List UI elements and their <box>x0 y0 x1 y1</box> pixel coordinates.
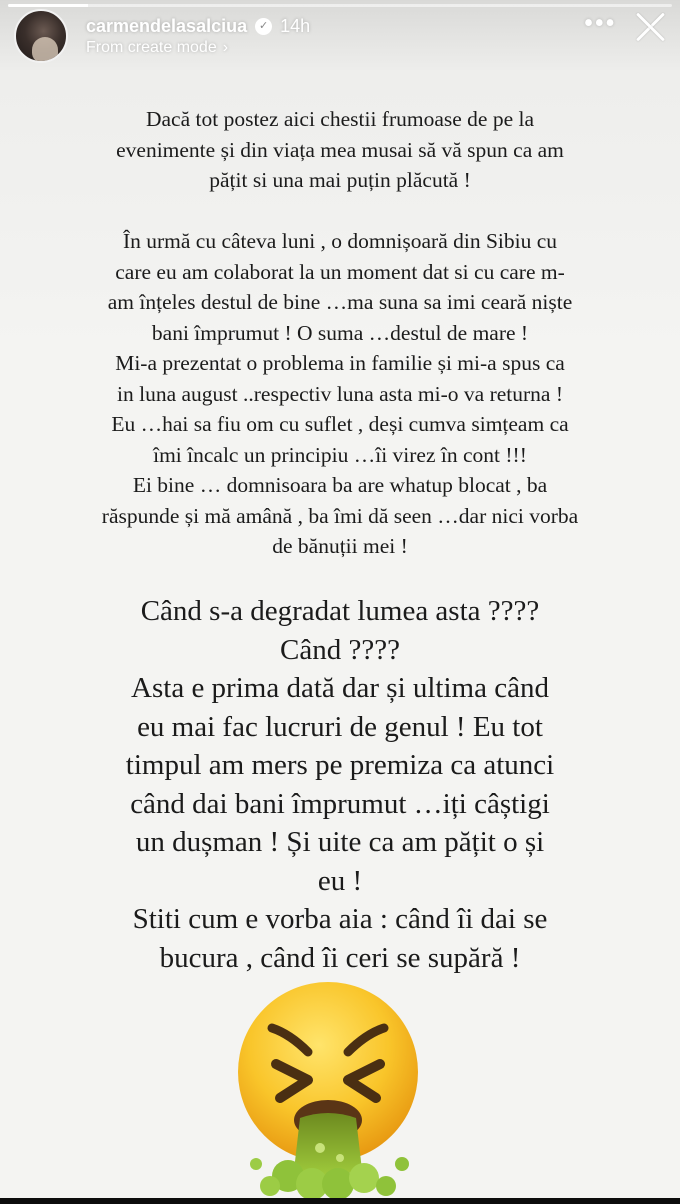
story-header <box>14 8 670 64</box>
subtitle-text: From create mode <box>86 38 217 56</box>
close-icon[interactable] <box>632 8 668 44</box>
verified-badge-icon: ✓ <box>255 18 272 35</box>
timestamp: 14h <box>280 15 311 36</box>
create-mode-link[interactable] <box>86 39 310 57</box>
story-text-paragraphs: Dacă tot postez aici chestii frumoase de pe la evenimente și din viața mea musai să vă spun ca am pățit si una mai puțin plăcută ! În urmă cu câteva luni , o domnișoară din Sibiu cu care eu am colaborat la un moment dat si cu care m- am înțeles destul de bine …ma suna sa imi ceară niște bani împrumut ! O suma …destul de mare ! Mi-a prezentat o problema in familie și mi-a spus ca in luna august ..respectiv luna asta mi-o va returna ! Eu …hai sa fiu om cu suflet , deși cumva simțeam ca îmi încalc un principiu …îi virez în cont !!! Ei bine … domnisoara ba are whatup blocat , ba răspunde și mă amână , ba îmi dă seen …dar nici vorba de bănuții mei ! <box>101 107 579 558</box>
story-text-large: Când s-a degradat lumea asta ???? Când ???? Asta e prima dată dar și ultima când eu mai fac lucruri de genul ! Eu tot timpul am mers pe premiza ca atunci când dai bani împrumut …iți câștigi un dușman ! Și uite ca am pățit o și eu ! Stiti cum e vorba aia : când îi dai se bucura , când îi ceri se supără ! <box>125 595 555 974</box>
story-progress-fill <box>8 4 88 7</box>
story-meta <box>86 16 310 57</box>
user-line <box>86 16 310 37</box>
username[interactable]: carmendelasalciua <box>86 15 248 36</box>
bottom-edge <box>0 1198 680 1204</box>
chevron-right-icon: › <box>222 38 229 56</box>
story-progress-bar <box>8 4 672 7</box>
more-options-button[interactable]: ••• <box>583 8 616 39</box>
avatar[interactable] <box>14 9 68 63</box>
vomiting-face-icon <box>228 980 428 1200</box>
